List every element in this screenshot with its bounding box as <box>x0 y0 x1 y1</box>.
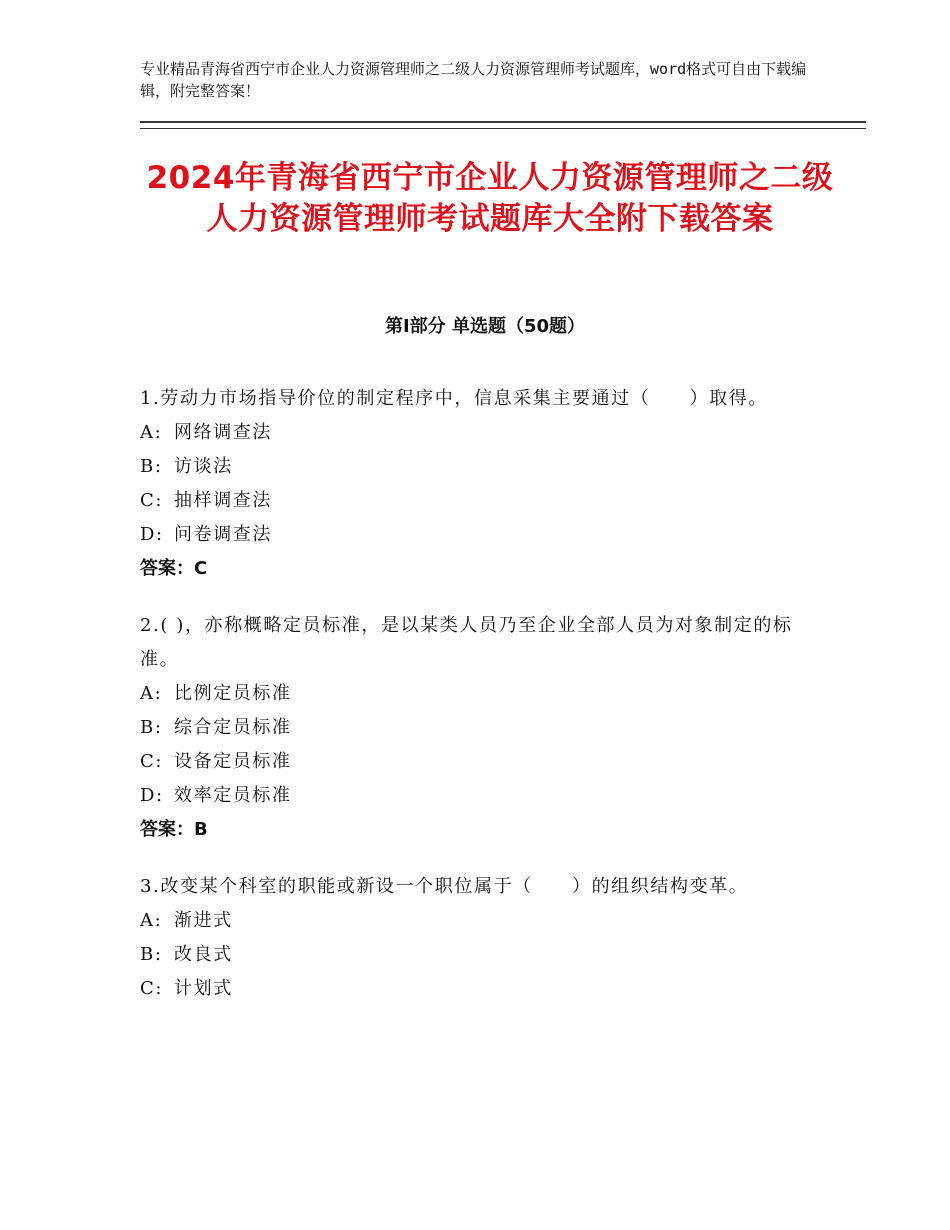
option-a <box>140 416 805 450</box>
option-text: 改良式 <box>174 944 233 965</box>
answer-label: 答案： <box>140 558 194 579</box>
option-c <box>140 745 805 779</box>
header-note: 专业精品青海省西宁市企业人力资源管理师之二级人力资源管理师考试题库，word格式可自由下载编辑，附完整答案！ <box>140 60 807 100</box>
option-c <box>140 972 805 1006</box>
question-3 <box>140 870 805 1006</box>
question-2 <box>140 609 805 847</box>
option-key: B: <box>140 456 163 477</box>
option-key: C: <box>140 751 164 772</box>
question-stem: 1.劳动力市场指导价位的制定程序中，信息采集主要通过（ ）取得。 <box>140 388 768 409</box>
option-c <box>140 484 805 518</box>
option-text: 抽样调查法 <box>174 490 272 511</box>
option-text: 设备定员标准 <box>174 751 292 772</box>
option-key: B: <box>140 944 163 965</box>
option-a <box>140 904 805 938</box>
option-a <box>140 677 805 711</box>
section-title: 第Ⅰ部分 单选题（50题） <box>384 316 585 337</box>
question-list <box>140 382 805 1029</box>
option-d <box>140 518 805 552</box>
answer-line <box>140 552 805 586</box>
option-text: 问卷调查法 <box>174 524 272 545</box>
question-stem: 2.( )，亦称概略定员标准，是以某类人员乃至企业全部人员为对象制定的标准。 <box>140 615 793 670</box>
option-text: 访谈法 <box>174 456 233 477</box>
option-b <box>140 450 805 484</box>
option-text: 渐进式 <box>174 910 233 931</box>
document-title: 2024年青海省西宁市企业人力资源管理师之二级人力资源管理师考试题库大全附下载答案 <box>146 160 834 237</box>
question-1 <box>140 382 805 586</box>
option-key: C: <box>140 490 164 511</box>
option-key: A: <box>140 422 163 443</box>
option-text: 综合定员标准 <box>174 717 292 738</box>
option-b <box>140 938 805 972</box>
option-d <box>140 779 805 813</box>
option-key: C: <box>140 978 164 999</box>
option-text: 计划式 <box>174 978 233 999</box>
option-key: D: <box>140 785 164 806</box>
option-key: A: <box>140 683 163 704</box>
option-text: 效率定员标准 <box>174 785 292 806</box>
option-text: 比例定员标准 <box>174 683 292 704</box>
option-b <box>140 711 805 745</box>
option-key: B: <box>140 717 163 738</box>
answer-line <box>140 813 805 847</box>
option-text: 网络调查法 <box>174 422 272 443</box>
question-stem: 3.改变某个科室的职能或新设一个职位属于（ ）的组织结构变革。 <box>140 876 749 897</box>
option-key: A: <box>140 910 163 931</box>
answer-value: C <box>194 558 208 579</box>
answer-value: B <box>194 819 208 840</box>
answer-label: 答案： <box>140 819 194 840</box>
header-divider <box>140 121 866 129</box>
option-key: D: <box>140 524 164 545</box>
